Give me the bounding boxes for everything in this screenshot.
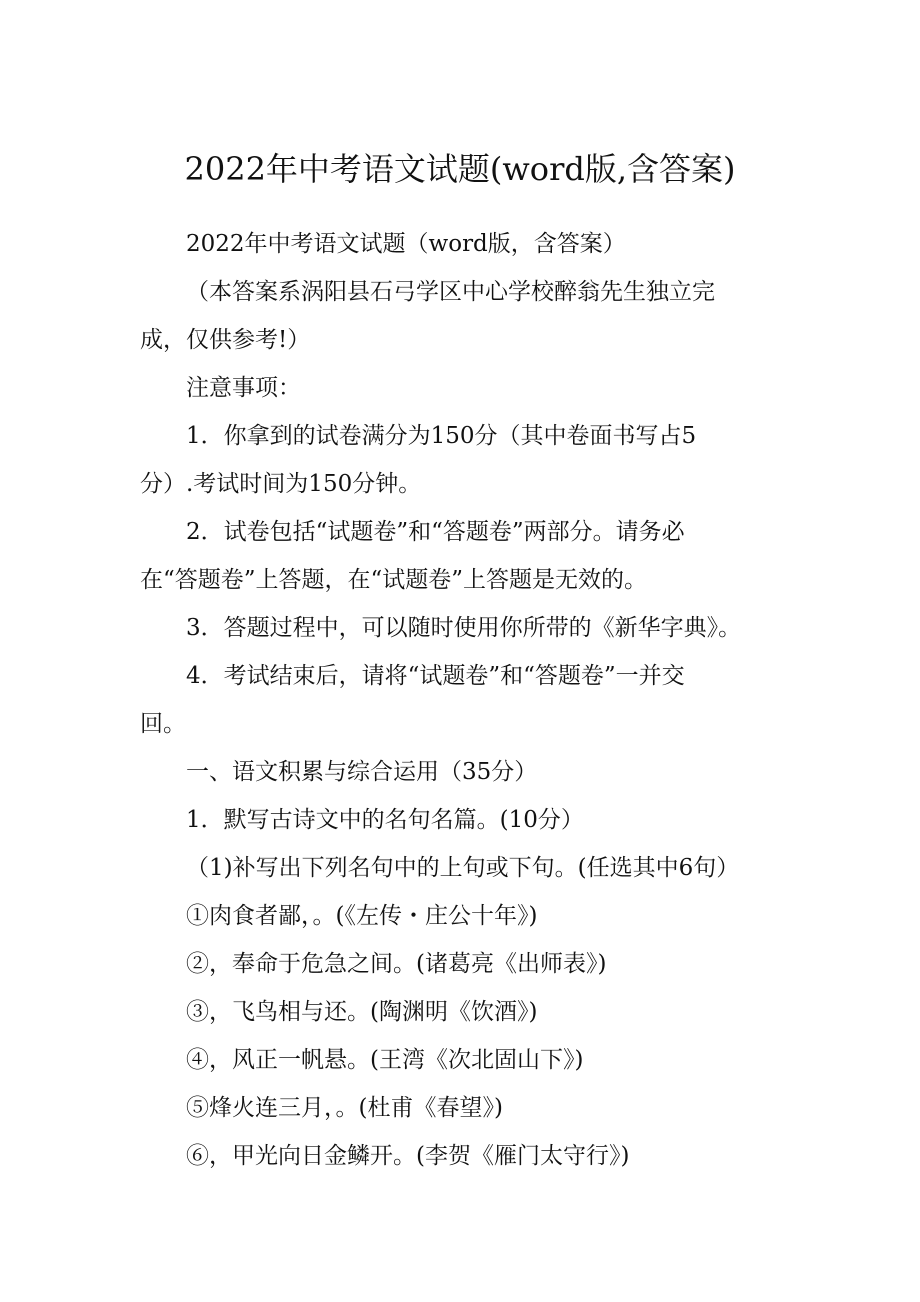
poem-line-5: ⑤烽火连三月，。(杜甫《春望》): [186, 1095, 503, 1121]
paragraph-notice-1-line1: 1．你拿到的试卷满分为150分（其中卷面书写占5: [186, 423, 697, 449]
paragraph-notice-3: 3．答题过程中，可以随时使用你所带的《新华字典》。: [186, 615, 742, 641]
document-title: 2022年中考语文试题(word版,含答案): [184, 150, 736, 188]
poem-line-4: ④，风正一帆悬。(王湾《次北固山下》): [186, 1047, 584, 1073]
paragraph-notice-heading: 注意事项：: [186, 375, 301, 401]
paragraph-notice-2-line1: 2．试卷包括“试题卷”和“答题卷”两部分。请务必: [186, 519, 685, 545]
poem-line-6: ⑥，甲光向日金鳞开。(李贺《雁门太守行》): [186, 1143, 630, 1169]
question-1: 1．默写古诗文中的名句名篇。(10分）: [186, 807, 584, 833]
paragraph-notice-2-line2: 在“答题卷”上答题，在“试题卷”上答题是无效的。: [140, 567, 648, 593]
paragraph-notice-1-line2: 分）.考试时间为150分钟。: [140, 471, 422, 497]
poem-line-2: ②，奉命于危急之间。(诸葛亮《出师表》): [186, 951, 607, 977]
paragraph-answer-note-line1: （本答案系涡阳县石弓学区中心学校醉翁先生独立完: [186, 279, 715, 305]
section-heading-1: 一、语文积累与综合运用（35分）: [186, 759, 538, 785]
question-1-part-1: （1)补写出下列名句中的上句或下句。(任选其中6句）: [186, 855, 740, 881]
paragraph-notice-4-line1: 4．考试结束后，请将“试题卷”和“答题卷”一并交: [186, 663, 685, 689]
poem-line-3: ③，飞鸟相与还。(陶渊明《饮酒》): [186, 999, 538, 1025]
document-body: [140, 220, 790, 1180]
paragraph-notice-4-line2: 回。: [140, 711, 186, 737]
paragraph-subtitle: 2022年中考语文试题（word版，含答案）: [186, 231, 626, 257]
paragraph-answer-note-line2: 成，仅供参考!）: [140, 327, 311, 353]
poem-line-1: ①肉食者鄙，。(《左传・庄公十年》): [186, 903, 538, 929]
